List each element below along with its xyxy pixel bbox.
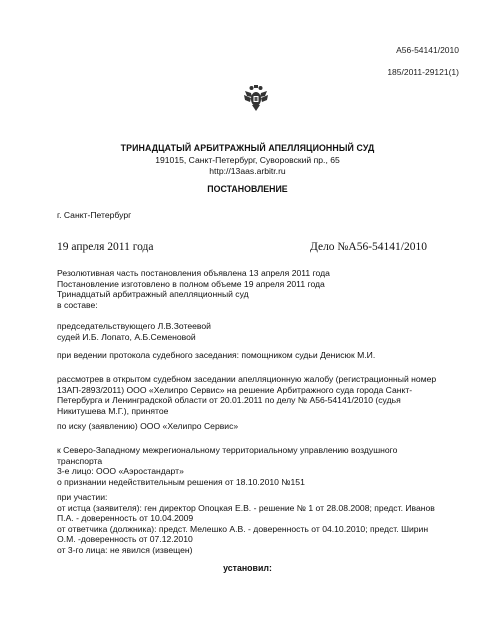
text-line: транспорта <box>57 455 103 466</box>
paragraph-defendant <box>57 445 447 487</box>
text-line: председательствующего Л.В.Зотеевой <box>57 321 211 331</box>
text-line: от истца (заявителя): ген директор Опоцкая Е.В. - решение № 1 от 28.08.2008; предст. Иванов <box>57 502 435 513</box>
paragraph-claim: по иску (заявлению) ООО «Хелипро Сервис» <box>57 421 239 431</box>
text-line: 3-е лицо: ООО «Аэростандарт» <box>57 466 184 477</box>
text-line: от 3-го лица: не явился (извещен) <box>57 544 193 555</box>
text-line: от ответчика (должника): предст. Мелешко А.В. - доверенность от 04.10.2010; предст. Ширин <box>57 523 429 534</box>
document-title: ПОСТАНОВЛЕНИЕ <box>207 184 288 194</box>
russian-double-headed-eagle-icon <box>243 84 269 112</box>
text-line: П.А. - доверенность от 10.04.2009 <box>57 513 194 524</box>
text-line: Постановление изготовлено в полном объеме 19 апреля 2011 года <box>57 278 325 289</box>
text-line: 13АП-2893/2011) ООО «Хелипро Сервис» на решение Арбитражного суда города Санкт- <box>57 384 413 395</box>
paragraph-protocol: при ведении протокола судебного заседания: помощником судьи Денисюк М.И. <box>57 350 376 360</box>
paragraph-judges <box>57 321 447 342</box>
header-internal-number: 185/2011-29121(1) <box>387 67 459 77</box>
text-line: Петербурга и Ленинградской области от 20.01.2011 по делу № А56-54141/2010 (судья <box>57 395 401 406</box>
text-line: к Северо-Западному межрегиональному территориальному управлению воздушного <box>57 445 398 455</box>
text-line: рассмотрев в открытом судебном заседании апелляционную жалобу (регистрационный номер <box>57 374 437 384</box>
court-name: ТРИНАДЦАТЫЙ АРБИТРАЖНЫЙ АПЕЛЛЯЦИОННЫЙ СУД <box>120 143 375 153</box>
court-website: http://13aas.arbitr.ru <box>209 166 286 176</box>
header-case-number: А56-54141/2010 <box>396 45 459 55</box>
paragraph-resolution <box>57 268 447 310</box>
text-line: Тринадцатый арбитражный апелляционный суд <box>57 289 249 300</box>
paragraph-appeal <box>57 374 447 416</box>
paragraph-participants <box>57 492 447 556</box>
text-line: при участии: <box>57 492 108 502</box>
document-city: г. Санкт-Петербург <box>57 210 132 220</box>
document-date: 19 апреля 2011 года <box>57 241 154 253</box>
closing-heading: установил: <box>223 563 272 573</box>
text-line: в составе: <box>57 299 98 310</box>
text-line: О.М. -доверенность от 07.12.2010 <box>57 534 193 545</box>
text-line: Резолютивная часть постановления объявлена 13 апреля 2011 года <box>57 268 330 278</box>
court-address: 191015, Санкт-Петербург, Суворовский пр., 65 <box>155 155 340 165</box>
text-line: Никитушева М.Г.), принятое <box>57 405 169 416</box>
case-reference: Дело №А56-54141/2010 <box>309 241 427 253</box>
text-line: судей И.Б. Лопато, А.Б.Семеновой <box>57 331 196 342</box>
text-line: о признании недействительным решения от 18.10.2010 №151 <box>57 476 305 487</box>
